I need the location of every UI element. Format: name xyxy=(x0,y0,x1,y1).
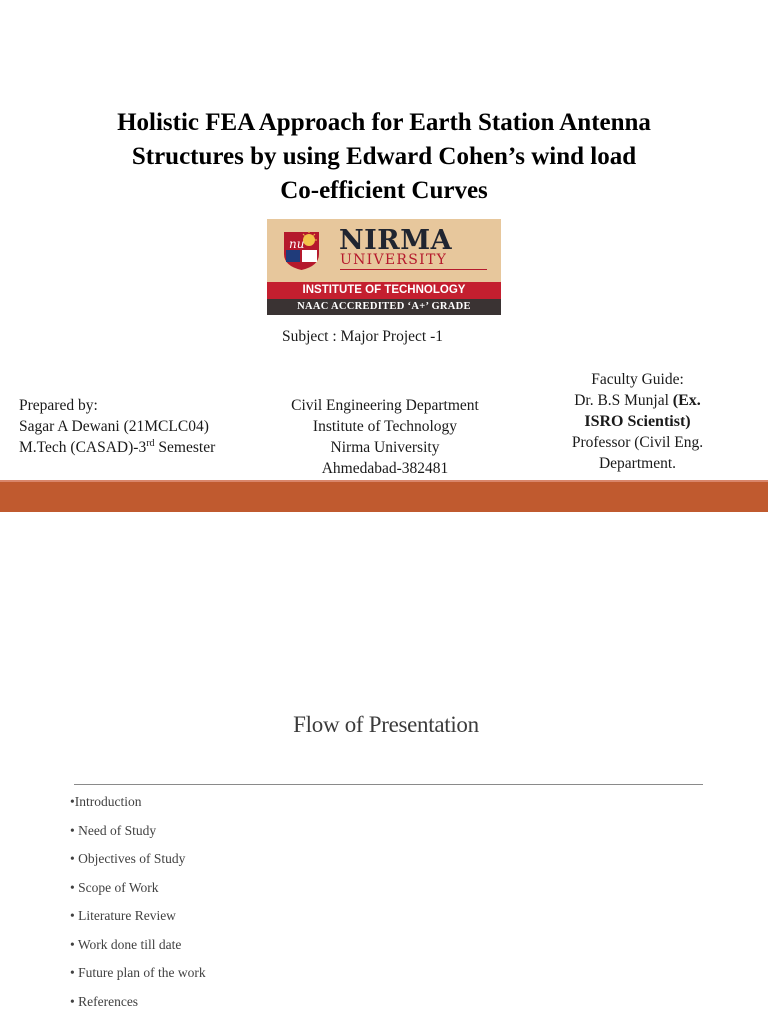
department-line-2: Institute of Technology xyxy=(312,418,458,435)
agenda-list xyxy=(70,791,206,1019)
presentation-title xyxy=(40,106,728,208)
faculty-guide-name: Dr. B.S Munjal (Ex. xyxy=(574,392,701,409)
department-line-4: Ahmedabad-382481 xyxy=(321,460,449,477)
title-line-3: Co-efficient Curves xyxy=(280,177,488,204)
logo-institute-banner: INSTITUTE OF TECHNOLOGY xyxy=(267,282,501,299)
agenda-divider xyxy=(74,784,703,785)
agenda-item: •Introduction xyxy=(70,794,142,809)
prepared-by-label: Prepared by: xyxy=(19,397,98,414)
agenda-item: • Work done till date xyxy=(70,936,182,952)
subject-line: Subject : Major Project -1 xyxy=(282,328,443,345)
agenda-item: • Future plan of the work xyxy=(70,965,206,980)
faculty-guide-department: Department. xyxy=(598,455,677,472)
logo-divider xyxy=(340,269,487,270)
faculty-guide-label: Faculty Guide: xyxy=(591,371,684,388)
emblem-letters: nu xyxy=(289,237,305,251)
faculty-guide-ex: (Ex. xyxy=(672,392,701,409)
logo-university-text: UNIVERSITY xyxy=(340,252,448,268)
agenda-item: • Literature Review xyxy=(70,908,176,923)
agenda-item: • Scope of Work xyxy=(70,879,159,895)
student-program: M.Tech (CASAD)-3rd Semester xyxy=(19,438,216,456)
faculty-guide-affiliation: ISRO Scientist) xyxy=(584,413,691,430)
title-line-1: Holistic FEA Approach for Earth Station Antenna xyxy=(117,109,651,136)
department-line-1: Civil Engineering Department xyxy=(291,397,479,414)
nirma-university-logo xyxy=(267,219,501,315)
agenda-item: • References xyxy=(70,993,139,1009)
prepared-by-block xyxy=(19,395,269,458)
logo-nirma-text: NIRMA xyxy=(339,225,453,256)
department-block xyxy=(270,395,500,479)
student-name: Sagar A Dewani (21MCLC04) xyxy=(19,418,209,435)
university-emblem-icon xyxy=(280,228,323,271)
department-line-3: Nirma University xyxy=(330,439,440,456)
agenda-slide xyxy=(0,512,768,1024)
title-line-2: Structures by using Edward Cohen’s wind load xyxy=(131,143,637,170)
faculty-guide-block xyxy=(530,369,745,474)
faculty-guide-title: Professor (Civil Eng. xyxy=(571,434,704,451)
footer-band-highlight xyxy=(0,480,768,482)
semester-superscript: rd xyxy=(146,438,155,449)
agenda-item: • Need of Study xyxy=(70,822,157,838)
logo-accreditation-banner: NAAC ACCREDITED ‘A+’ GRADE xyxy=(267,299,501,315)
agenda-item: • Objectives of Study xyxy=(70,851,186,866)
footer-band xyxy=(0,480,768,512)
agenda-title: Flow of Presentation xyxy=(293,712,479,737)
